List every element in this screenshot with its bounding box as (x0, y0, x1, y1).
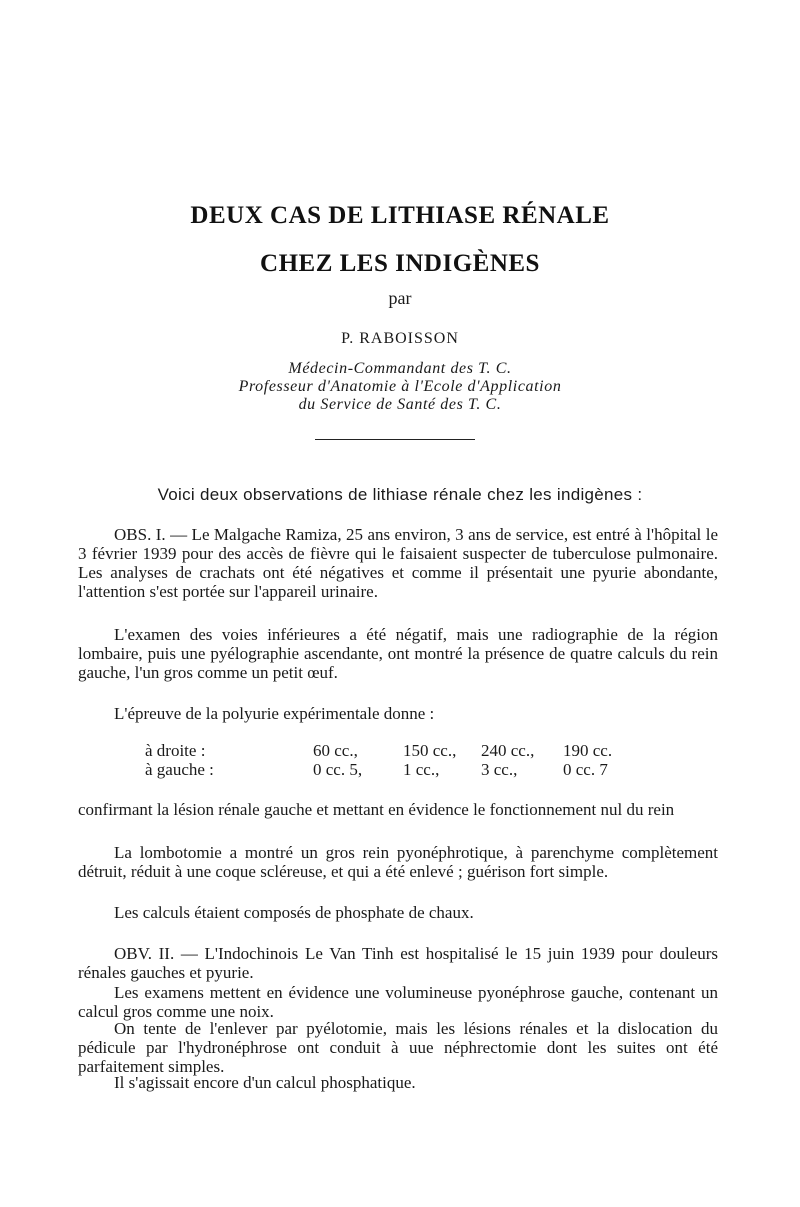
paragraph-text: OBS. I. — Le Malgache Ramiza, 25 ans environ, 3 ans de service, est entré à l'hôpital le 3 février 1939 pour des accès de fièvre qui le faisaient suspecter de tuberculose pulmonaire. Les analyses de crachats ont été négatives et comme il présentait une pyurie abondante, l'attention s'est portée sur l'appareil urinaire. (78, 525, 718, 601)
obs1-paragraph-2 (78, 625, 718, 682)
author-affiliation-1: Médecin-Commandant des T. C. (288, 360, 512, 377)
obs1-paragraph-4 (78, 800, 718, 819)
obs2-paragraph-4 (78, 1073, 718, 1092)
obs1-paragraph-3 (78, 704, 718, 723)
table-cell: à droite : (145, 741, 206, 760)
obs2-paragraph-3 (78, 1019, 718, 1076)
table-cell: 190 cc. (563, 741, 613, 760)
intro-sentence: Voici deux observations de lithiase rénale chez les indigènes : (157, 485, 643, 504)
paragraph-text: L'examen des voies inférieures a été négatif, mais une radiographie de la région lombaire, puis une pyélographie ascendante, ont montré la présence de quatre calculs du rein gauche, l'un gros comme un petit œuf. (78, 625, 718, 682)
table-cell: 60 cc., (313, 741, 358, 760)
obs2-paragraph-1 (78, 944, 718, 982)
table-cell: 3 cc., (481, 760, 518, 779)
obs1-paragraph-5 (78, 843, 718, 881)
paragraph-text: L'épreuve de la polyurie expérimentale donne : (114, 704, 435, 723)
table-cell: 1 cc., (403, 760, 440, 779)
paragraph-text: Il s'agissait encore d'un calcul phosphatique. (114, 1073, 416, 1092)
obs1-paragraph-6 (78, 903, 718, 922)
byline-par: par (388, 288, 412, 308)
polyuria-row-right (145, 741, 665, 760)
paragraph-text: La lombotomie a montré un gros rein pyonéphrotique, à parenchyme complètement détruit, réduit à une coque scléreuse, et qui a été enlevé ; guérison fort simple. (78, 843, 718, 881)
table-cell: 0 cc. 7 (563, 760, 608, 779)
author-affiliation-3: du Service de Santé des T. C. (298, 396, 502, 413)
table-cell: 240 cc., (481, 741, 535, 760)
paragraph-text: On tente de l'enlever par pyélotomie, mais les lésions rénales et la dislocation du pédicule par l'hydronéphrose ont conduit à uue néphrectomie dont les suites ont été parfaitement simples. (78, 1019, 718, 1076)
author-affiliation-2: Professeur d'Anatomie à l'Ecole d'Application (238, 378, 562, 395)
paragraph-text: Les calculs étaient composés de phosphate de chaux. (114, 903, 474, 922)
polyuria-row-left (145, 760, 665, 779)
table-cell: à gauche : (145, 760, 214, 779)
separator-rule (315, 439, 475, 440)
author-name: P. RABOISSON (341, 330, 459, 347)
obs2-paragraph-2 (78, 983, 718, 1021)
paragraph-text: confirmant la lésion rénale gauche et mettant en évidence le fonctionnement nul du rein (78, 800, 675, 819)
paragraph-text: OBV. II. — L'Indochinois Le Van Tinh est hospitalisé le 15 juin 1939 pour douleurs rénales gauches et pyurie. (78, 944, 718, 982)
title-line-1: DEUX CAS DE LITHIASE RÉNALE (190, 202, 610, 229)
obs1-paragraph-1 (78, 525, 718, 601)
title-line-2: CHEZ LES INDIGÈNES (260, 250, 540, 277)
paragraph-text: Les examens mettent en évidence une volumineuse pyonéphrose gauche, contenant un calcul gros comme une noix. (78, 983, 718, 1021)
table-cell: 150 cc., (403, 741, 457, 760)
table-cell: 0 cc. 5, (313, 760, 363, 779)
